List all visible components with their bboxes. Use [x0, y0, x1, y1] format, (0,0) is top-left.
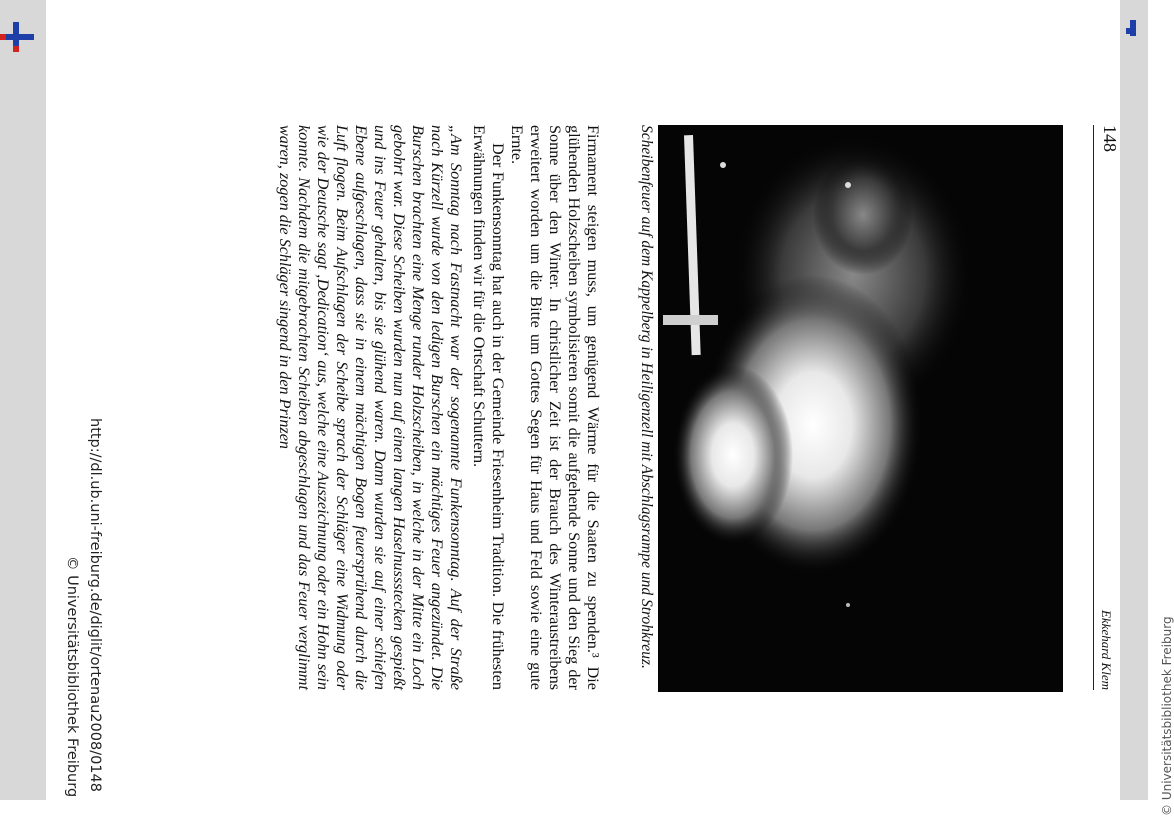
- figure-caption: Scheibenfeuer auf dem Kappelberg in Heiligenzell mit Abschlagsrampe und Strohkreuz.: [638, 125, 655, 669]
- paragraph-2: Der Funkensonntag hat auch in der Gemeinde Friesenheim Tradition. Die frühesten Erwähnungen finden wir für die Ortschaft Schuttern.: [470, 125, 507, 690]
- page-number: 148: [1100, 125, 1120, 152]
- photo-image: [658, 125, 1063, 692]
- side-watermark-text: © Universitätsbibliothek Freiburg: [1160, 616, 1174, 816]
- scanned-page: [46, 0, 1174, 816]
- library-logo-icon: [0, 20, 40, 70]
- copyright-text: © Universitätsbibliothek Freiburg: [64, 556, 80, 798]
- side-watermark: [1160, 556, 1174, 816]
- paragraph-quote: „Am Sonntag nach Fastnacht war der sogenannte Funkensonntag. Auf der Straße nach Kürzell wurde von den ledigen Burschen ein mächtiges Feuer angezündet. Die Burschen brachten eine Menge runder Holzscheiben, in welche in der Mitte ein Loch gebohrt war. Diese Scheiben wurden nun auf einen langen Haselnussstecken gespießt und ins Feuer gehalten, bis sie glühend waren. Dann wurden sie auf einer schiefen Ebene aufgeschlagen, dass sie in einem mächtigen Bogen feuersprühend durch die Luft flogen. Beim Aufschlagen der Scheibe sprach der Schläger eine Widmung oder wie der Deutsche sagt ‚Dedication‘ aus, welche eine Auszeichnung oder ein Hohn sein konnte. Nachdem die mitgebrachten Scheiben abgeschlagen und das Feuer verglimmt waren, zogen die Schläger singend in den Prinzen: [276, 125, 465, 690]
- photo-scheibenfeuer: [658, 125, 1063, 692]
- running-header: [1093, 125, 1120, 690]
- source-url[interactable]: [87, 0, 103, 800]
- viewer-left-margin: [0, 0, 46, 800]
- source-url-text[interactable]: http://dl.ub.uni-freiburg.de/diglit/ortenau2008/0148: [87, 418, 103, 792]
- body-text: [275, 125, 602, 690]
- copyright-notice: [64, 0, 80, 800]
- running-author: Ekkehard Klem: [1099, 609, 1114, 690]
- paragraph-1: Firmament steigen muss, um genügend Wärme für die Saaten zu spenden.³ Die glühenden Holzscheiben symbolisieren somit die aufgehende Sonne und den Sieg der Sonne über den Winter. In christlicher Zeit ist der Brauch des Winteraustreibens erweitert worden um die Bitte um Gottes Segen für Haus und Feld sowie eine gute Ernte.: [508, 125, 602, 690]
